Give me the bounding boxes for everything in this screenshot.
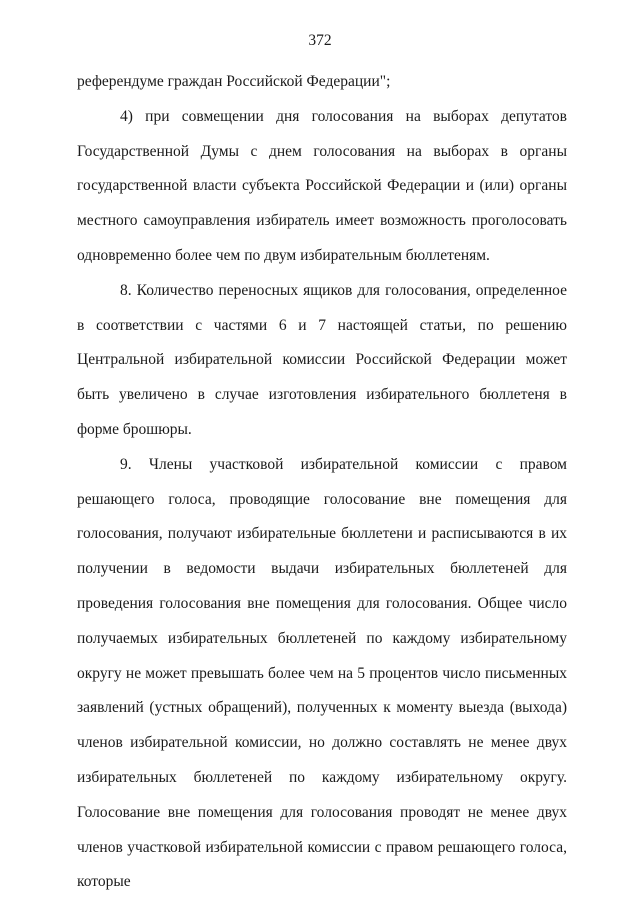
paragraph-part-9: 9. Члены участковой избирательной комиссии с правом решающего голоса, проводящие голосование вне помещения для голосования, получают избирательные бюллетени и расписываются в их получении в ведомости выдачи избирательных бюллетеней для проведения голосования вне помещения для голосования. Общее число получаемых избирательных бюллетеней по каждому избирательному округу не может превышать более чем на 5 процентов число письменных заявлений (устных обращений), полученных к моменту выезда (выхода) членов избирательной комиссии, но должно составлять не менее двух избирательных бюллетеней по каждому избирательному округу. Голосование вне помещения для голосования проводят не менее двух членов участковой избирательной комиссии с правом решающего голоса, которые — [77, 455, 567, 891]
paragraph-continuation: референдуме граждан Российской Федерации"; — [77, 73, 391, 90]
document-body — [77, 65, 567, 900]
paragraph-item-4: 4) при совмещении дня голосования на выборах депутатов Государственной Думы с днем голосования на выборах в органы государственной власти субъекта Российской Федерации и (или) органы местного самоуправления избиратель имеет возможность проголосовать одновременно более чем по двум избирательным бюллетеням. — [77, 107, 567, 264]
paragraph-part-8: 8. Количество переносных ящиков для голосования, определенное в соответствии с частями 6 и 7 настоящей статьи, по решению Центральной избирательной комиссии Российской Федерации может быть увеличено в случае изготовления избирательного бюллетеня в форме брошюры. — [77, 281, 567, 438]
page-number: 372 — [308, 32, 332, 49]
